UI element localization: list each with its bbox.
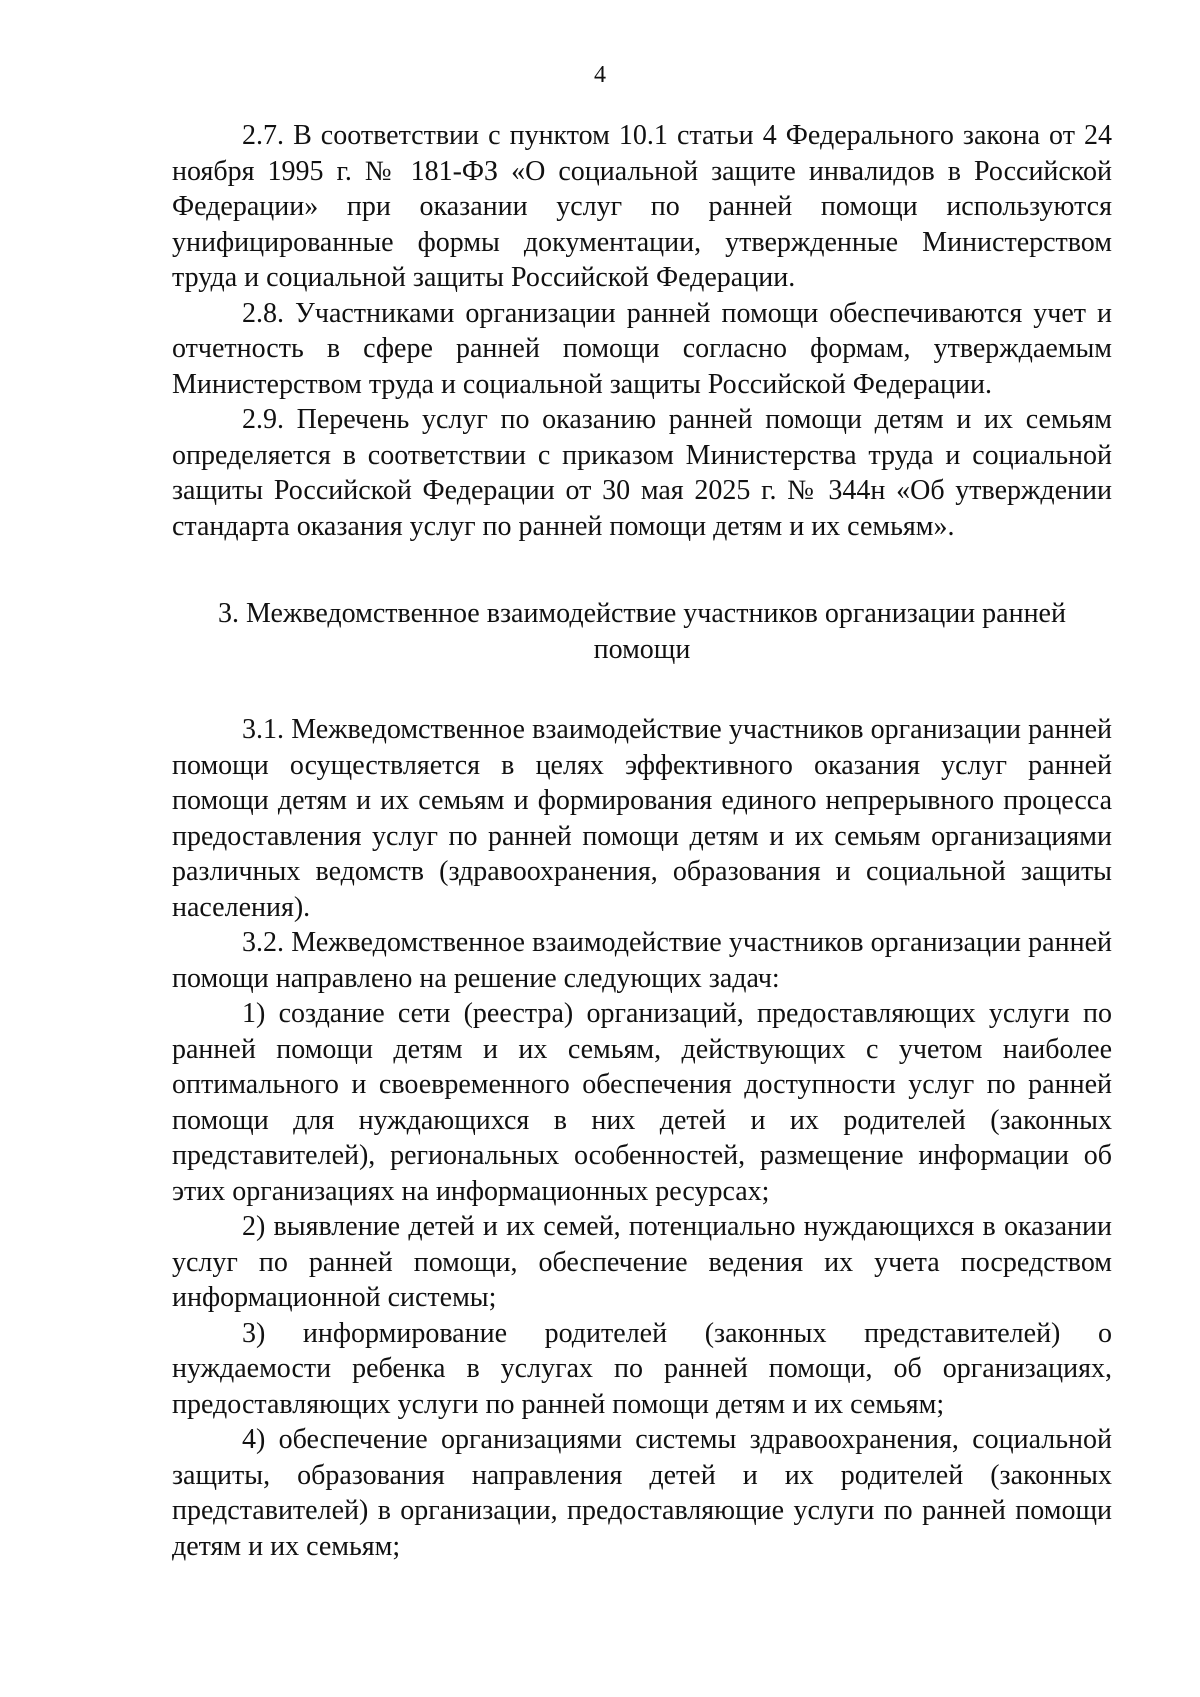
list-item-1: 1) создание сети (реестра) организаций, предоставляющих услуги по ранней помощи детям и их семьям, действующих с учетом наиболее оптимального и своевременного обеспечения доступности услуг по ранней помощи для нуждающихся в них детей и их родителей (законных представителей), региональных особенностей, размещение информации об этих организациях на информационных ресурсах;: [172, 998, 1112, 1207]
list-item-2: 2) выявление детей и их семей, потенциально нуждающихся в оказании услуг по ранней помощи, обеспечение ведения их учета посредством информационной системы;: [172, 1211, 1112, 1313]
paragraph-2-8: 2.8. Участниками организации ранней помощи обеспечиваются учет и отчетность в сфере ранней помощи согласно формам, утверждаемым Министерством труда и социальной защиты Российской Федерации.: [172, 297, 1112, 400]
list-item-3: 3) информирование родителей (законных представителей) о нуждаемости ребенка в услугах по ранней помощи, об организациях, предоставляющих услуги по ранней помощи детям и их семьям;: [172, 1317, 1112, 1420]
page-number: 4: [594, 62, 606, 88]
section-heading: 3. Межведомственное взаимодействие участников организации ранней помощи: [218, 598, 1066, 665]
paragraph-3-2: 3.2. Межведомственное взаимодействие участников организации ранней помощи направлено на решение следующих задач:: [172, 927, 1112, 994]
paragraph-3-1: 3.1. Межведомственное взаимодействие участников организации ранней помощи осуществляется в целях эффективного оказания услуг ранней помощи детям и их семьям и формирования единого непрерывного процесса предоставления услуг по ранней помощи детям и их семьям организациями различных ведомств (здравоохранения, образования и социальной защиты населения).: [172, 714, 1112, 923]
paragraph-2-7: 2.7. В соответствии с пунктом 10.1 статьи 4 Федерального закона от 24 ноября 1995 г. № 181-ФЗ «О социальной защите инвалидов в Российской Федерации» при оказании услуг по ранней помощи используются унифицированные формы документации, утвержденные Министерством труда и социальной защиты Российской Федерации.: [172, 120, 1112, 293]
document-body: [172, 118, 1112, 1564]
list-item-4: 4) обеспечение организациями системы здравоохранения, социальной защиты, образования направления детей и их родителей (законных представителей) в организации, предоставляющие услуги по ранней помощи детям и их семьям;: [172, 1424, 1112, 1562]
paragraph-2-9: 2.9. Перечень услуг по оказанию ранней помощи детям и их семьям определяется в соответствии с приказом Министерства труда и социальной защиты Российской Федерации от 30 мая 2025 г. № 344н «Об утверждении стандарта оказания услуг по ранней помощи детям и их семьям».: [172, 404, 1112, 542]
